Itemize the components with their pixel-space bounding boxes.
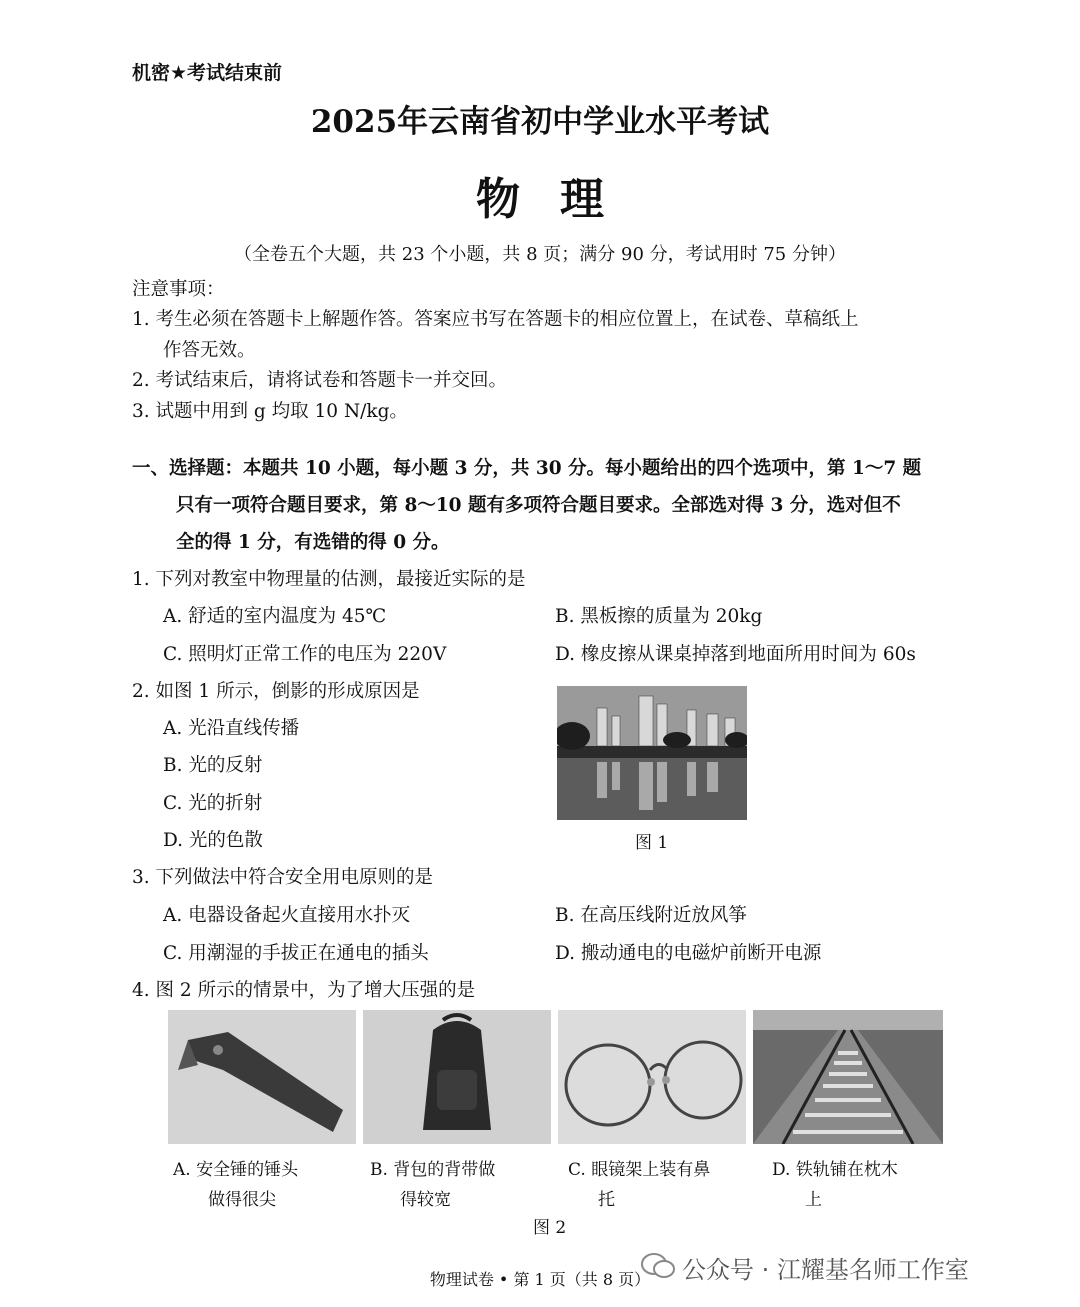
figure-2d-caption-2: 上 [805, 1190, 822, 1210]
section-instructions-2: 只有一项符合题目要求，第 8～10 题有多项符合题目要求。全部选对得 3 分，选对但不 [176, 495, 901, 516]
figure-2c-glasses [558, 1010, 746, 1144]
question-1-option-b: B. 黑板擦的质量为 20kg [555, 606, 763, 627]
question-2-option-c: C. 光的折射 [163, 793, 263, 814]
figure-2b-backpack [363, 1010, 551, 1144]
question-1-stem: 1. 下列对教室中物理量的估测，最接近实际的是 [132, 569, 526, 590]
exam-title: 2025年云南省初中学业水平考试 [310, 104, 770, 140]
figure-2a-safety-hammer [168, 1010, 356, 1144]
question-2-stem: 2. 如图 1 所示，倒影的形成原因是 [132, 681, 420, 702]
figure-2c-caption-2: 托 [598, 1190, 615, 1210]
question-3-option-b: B. 在高压线附近放风筝 [555, 905, 747, 926]
note-1: 1. 考生必须在答题卡上解题作答。答案应书写在答题卡的相应位置上，在试卷、草稿纸上 [132, 309, 859, 330]
question-3-option-c: C. 用潮湿的手拔正在通电的插头 [163, 943, 429, 964]
section-instructions-3: 全的得 1 分，有选错的得 0 分。 [176, 532, 450, 553]
section-instructions-1: 一、选择题：本题共 10 小题，每小题 3 分，共 30 分。每小题给出的四个选项中，第 1～7 题 [132, 458, 922, 479]
figure-1-city-reflection [557, 686, 747, 820]
figure-2a-caption-2: 做得很尖 [208, 1190, 276, 1210]
confidential-label: 机密★考试结束前 [132, 62, 283, 84]
question-1-option-c: C. 照明灯正常工作的电压为 220V [163, 644, 447, 665]
figure-2b-caption-1: B. 背包的背带做 [370, 1160, 496, 1180]
question-1-option-a: A. 舒适的室内温度为 45℃ [163, 606, 387, 627]
figure-2b-caption-2: 得较宽 [400, 1190, 451, 1210]
figure-2d-caption-1: D. 铁轨铺在枕木 [772, 1160, 898, 1180]
question-4-stem: 4. 图 2 所示的情景中，为了增大压强的是 [132, 980, 476, 1001]
page-footer: 物理试卷 • 第 1 页（共 8 页） [429, 1270, 651, 1289]
note-2: 2. 考试结束后，请将试卷和答题卡一并交回。 [132, 370, 508, 391]
question-2-option-b: B. 光的反射 [163, 755, 263, 776]
question-2-option-d: D. 光的色散 [163, 830, 263, 851]
subject-title: 物理 [476, 174, 644, 225]
question-3-option-d: D. 搬动通电的电磁炉前断开电源 [555, 943, 822, 964]
question-1-option-d: D. 橡皮擦从课桌掉落到地面所用时间为 60s [555, 644, 916, 665]
question-3-stem: 3. 下列做法中符合安全用电原则的是 [132, 867, 434, 888]
wechat-icon [640, 1252, 676, 1280]
figure-1-caption: 图 1 [635, 833, 669, 853]
question-2-option-a: A. 光沿直线传播 [163, 718, 300, 739]
watermark-text: 公众号 · 江耀基名师工作室 [682, 1256, 969, 1284]
figure-2d-railway-track [753, 1010, 943, 1144]
notes-heading: 注意事项： [132, 279, 225, 300]
exam-info: （全卷五个大题，共 23 个小题，共 8 页；满分 90 分，考试用时 75 分钟） [234, 244, 846, 265]
question-3-option-a: A. 电器设备起火直接用水扑灭 [163, 905, 411, 926]
figure-2a-caption-1: A. 安全锤的锤头 [173, 1160, 299, 1180]
note-1-cont: 作答无效。 [163, 340, 256, 361]
figure-2-caption: 图 2 [533, 1218, 567, 1238]
figure-2c-caption-1: C. 眼镜架上装有鼻 [568, 1160, 711, 1180]
note-3: 3. 试题中用到 g 均取 10 N/kg。 [132, 401, 408, 422]
